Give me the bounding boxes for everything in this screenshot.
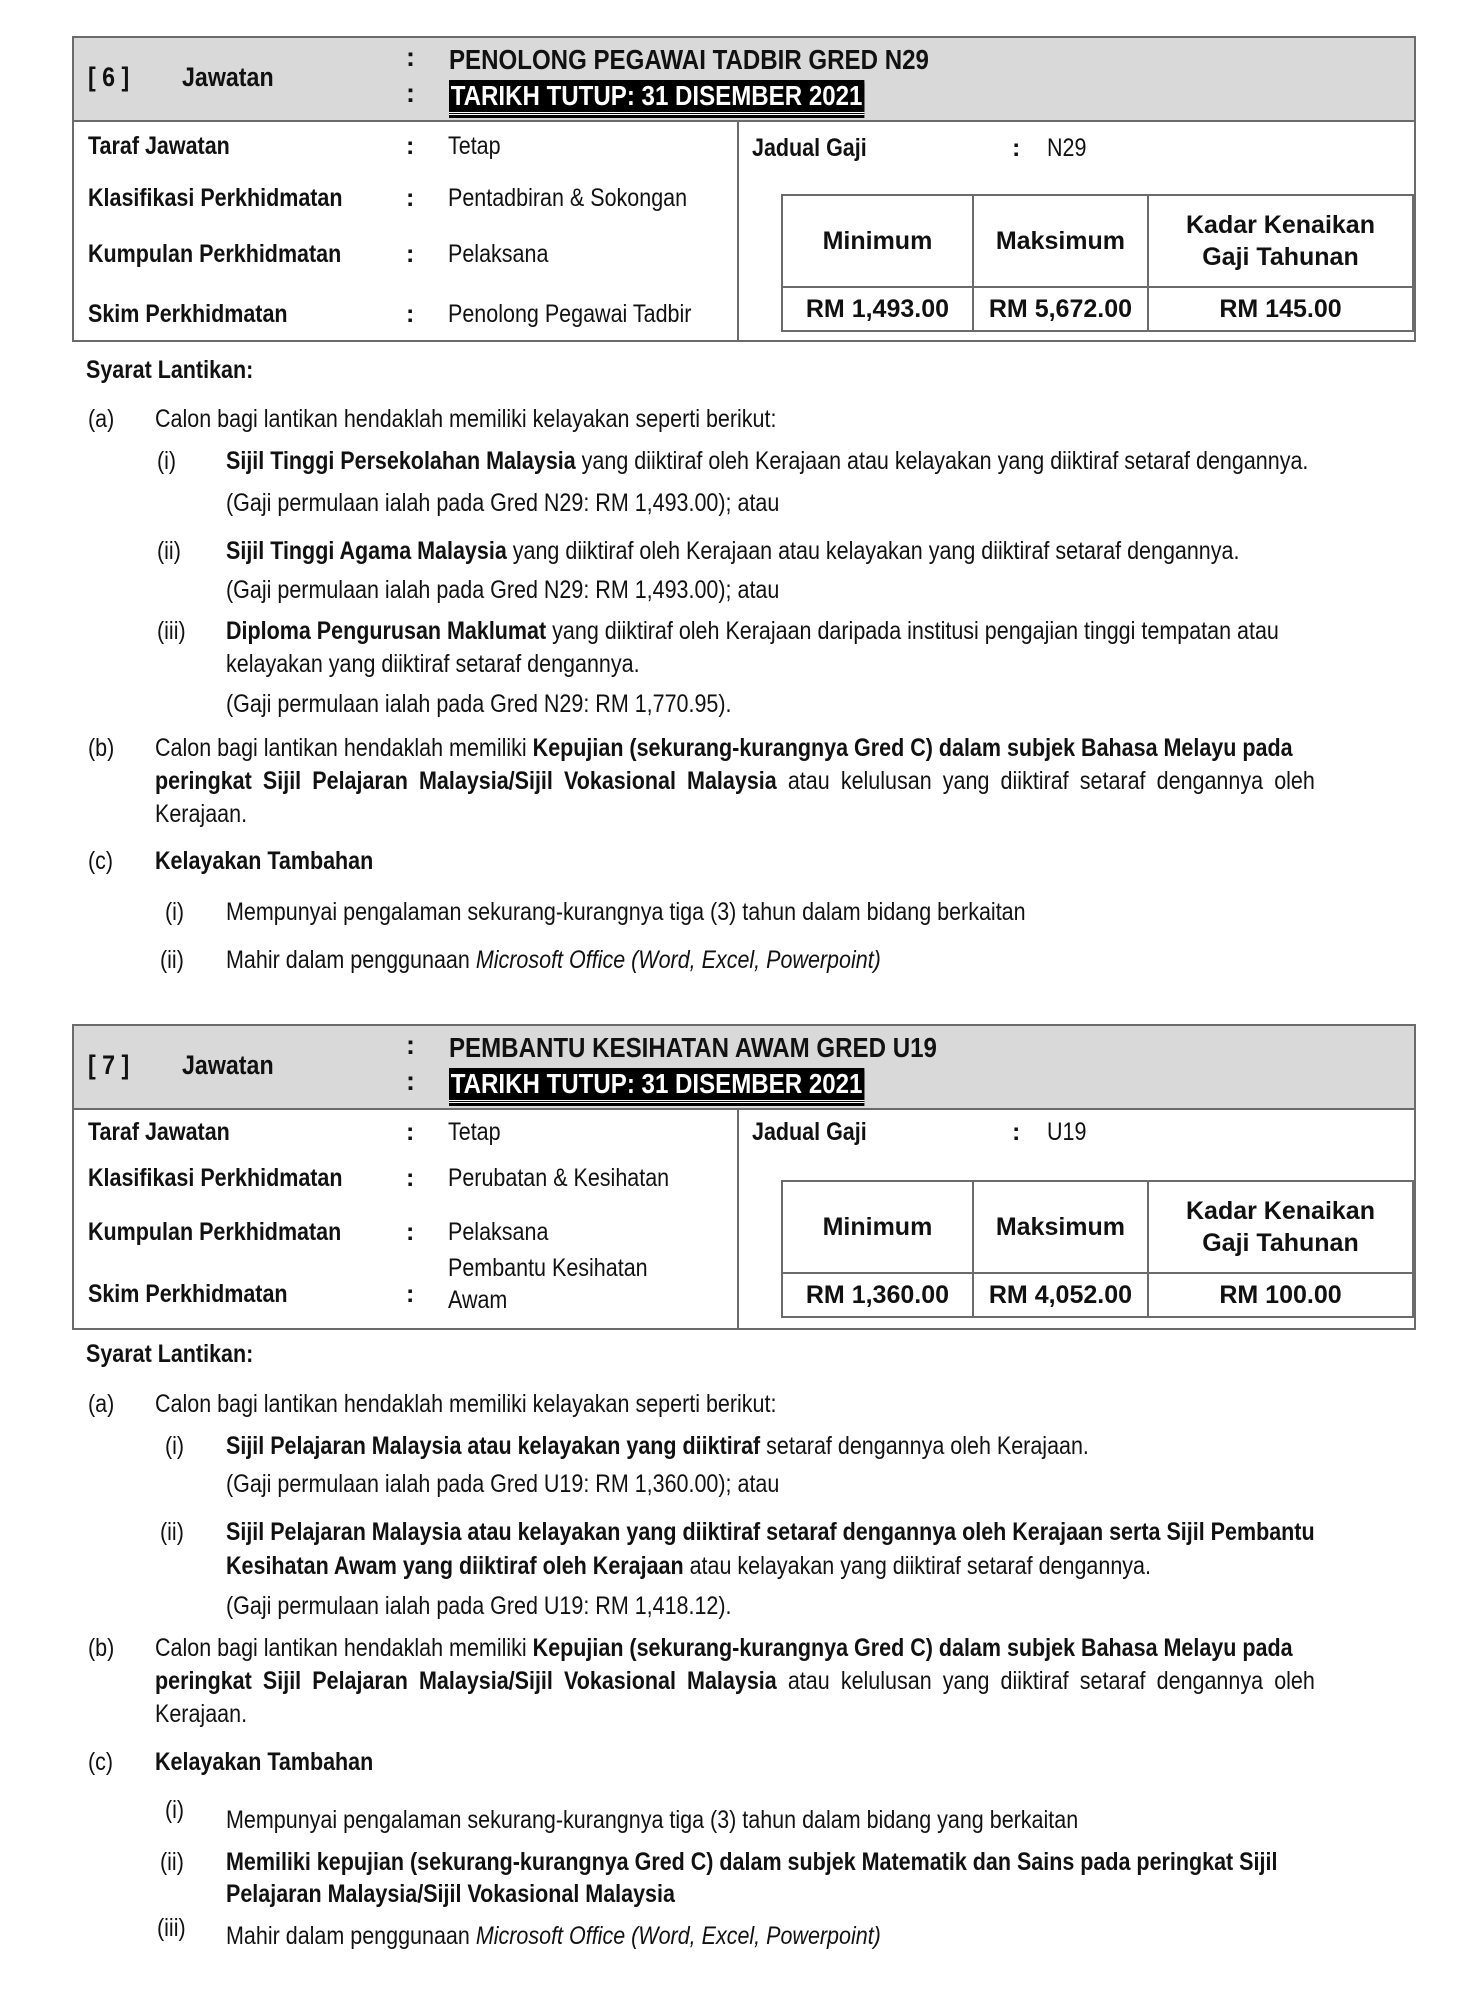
header-maksimum: Maksimum <box>973 1181 1148 1273</box>
marker: (c) <box>88 1748 114 1776</box>
marker: (a) <box>88 405 115 433</box>
value-kadar: RM 145.00 <box>1148 287 1413 331</box>
job-header <box>74 1026 1414 1110</box>
salary-table <box>781 1180 1414 1318</box>
req-b-line1: Calon bagi lantikan hendaklah memiliki Kepujian (sekurang-kurangnya Gred C) dalam subjek Bahasa Melayu pada <box>155 1634 1293 1662</box>
req-a-i-note: (Gaji permulaan ialah pada Gred U19: RM 1,360.00); atau <box>226 1470 780 1498</box>
req-c-iii: Mahir dalam penggunaan Microsoft Office (Word, Excel, Powerpoint) <box>226 1922 881 1950</box>
job-title: PEMBANTU KESIHATAN AWAM GRED U19 <box>449 1032 937 1063</box>
salary-schedule: Jadual Gaji : N29 <box>752 134 1087 162</box>
marker: (ii) <box>160 1848 184 1876</box>
marker: (a) <box>88 1390 115 1418</box>
divider <box>737 1110 739 1328</box>
marker: (iii) <box>157 617 186 645</box>
job-6-box <box>72 36 1416 342</box>
req-c-ii-cont: Pelajaran Malaysia/Sijil Vokasional Malaysia <box>226 1880 675 1908</box>
req-b-line2: peringkat Sijil Pelajaran Malaysia/Sijil Vokasional Malaysia atau kelulusan yang diiktiraf setaraf dengannya oleh <box>155 1667 1315 1695</box>
req-b-line3: Kerajaan. <box>155 1700 248 1728</box>
colon: : <box>406 78 415 108</box>
req-a-ii-note: (Gaji permulaan ialah pada Gred N29: RM 1,493.00); atau <box>226 576 780 604</box>
value-maksimum: RM 5,672.00 <box>973 287 1148 331</box>
req-c-title: Kelayakan Tambahan <box>155 1748 374 1776</box>
marker: (ii) <box>157 537 181 565</box>
colon: : <box>406 1030 415 1060</box>
marker: (b) <box>88 1634 115 1662</box>
value-maksimum: RM 4,052.00 <box>973 1273 1148 1317</box>
header-minimum: Minimum <box>782 1181 973 1273</box>
closing-date: TARIKH TUTUP: 31 DISEMBER 2021 <box>449 1068 864 1103</box>
marker: (i) <box>165 1432 185 1460</box>
job-title: PENOLONG PEGAWAI TADBIR GRED N29 <box>449 44 929 75</box>
header-maksimum: Maksimum <box>973 195 1148 287</box>
marker: (i) <box>157 447 177 475</box>
closing-date: TARIKH TUTUP: 31 DISEMBER 2021 <box>449 80 864 115</box>
req-b-line1: Calon bagi lantikan hendaklah memiliki Kepujian (sekurang-kurangnya Gred C) dalam subjek Bahasa Melayu pada <box>155 734 1293 762</box>
req-a-text: Calon bagi lantikan hendaklah memiliki kelayakan seperti berikut: <box>155 1390 777 1418</box>
req-c-i: Mempunyai pengalaman sekurang-kurangnya tiga (3) tahun dalam bidang berkaitan <box>226 898 1026 926</box>
req-a-ii: Sijil Tinggi Agama Malaysia yang diiktiraf oleh Kerajaan atau kelayakan yang diiktiraf setaraf dengannya. <box>226 537 1240 565</box>
salary-schedule: Jadual Gaji : U19 <box>752 1118 1087 1146</box>
req-c-title: Kelayakan Tambahan <box>155 847 374 875</box>
marker: (i) <box>165 898 185 926</box>
job-details: Taraf Jawatan : Tetap Klasifikasi Perkhidmatan : Pentadbiran & Sokongan Kumpulan Perkhidmatan : Pelaksana Skim Perkhidmatan : Penolong Pegawai Tadbir Jadual Gaji : N29 Minimum Maksimum Kadar Kenaikan Gaji Tahunan RM 1,493.00 RM 5,672.00 RM 145.00 <box>74 122 1414 340</box>
marker: (i) <box>165 1796 185 1824</box>
colon: : <box>406 42 415 72</box>
req-a-i: Sijil Tinggi Persekolahan Malaysia yang diiktiraf oleh Kerajaan atau kelayakan yang diiktiraf setaraf dengannya. <box>226 447 1309 475</box>
req-a-ii: Sijil Pelajaran Malaysia atau kelayakan yang diiktiraf setaraf dengannya oleh Kerajaan serta Sijil Pembantu <box>226 1518 1315 1546</box>
colon: : <box>406 1066 415 1096</box>
divider <box>737 122 739 340</box>
marker: (iii) <box>157 1914 186 1942</box>
job-7-box <box>72 1024 1416 1330</box>
value-minimum: RM 1,360.00 <box>782 1273 973 1317</box>
req-a-ii-cont: Kesihatan Awam yang diiktiraf oleh Kerajaan atau kelayakan yang diiktiraf setaraf dengannya. <box>226 1552 1151 1580</box>
job-label: Jawatan <box>182 1050 274 1080</box>
req-a-i-note: (Gaji permulaan ialah pada Gred N29: RM 1,493.00); atau <box>226 489 780 517</box>
req-c-ii: Mahir dalam penggunaan Microsoft Office (Word, Excel, Powerpoint) <box>226 946 881 974</box>
req-b-line2: peringkat Sijil Pelajaran Malaysia/Sijil Vokasional Malaysia atau kelulusan yang diiktiraf setaraf dengannya oleh <box>155 767 1315 795</box>
salary-table <box>781 194 1414 332</box>
req-a-iii-cont: kelayakan yang diiktiraf setaraf dengannya. <box>226 650 640 678</box>
header-kadar: Kadar Kenaikan Gaji Tahunan <box>1148 1181 1413 1273</box>
requirements-title: Syarat Lantikan: <box>86 356 254 384</box>
job-header <box>74 38 1414 122</box>
req-a-ii-note: (Gaji permulaan ialah pada Gred U19: RM 1,418.12). <box>226 1592 732 1620</box>
req-c-ii: Memiliki kepujian (sekurang-kurangnya Gred C) dalam subjek Matematik dan Sains pada peringkat Sijil <box>226 1848 1278 1876</box>
req-a-i: Sijil Pelajaran Malaysia atau kelayakan yang diiktiraf setaraf dengannya oleh Kerajaan. <box>226 1432 1089 1460</box>
req-a-text: Calon bagi lantikan hendaklah memiliki kelayakan seperti berikut: <box>155 405 777 433</box>
marker: (ii) <box>160 1518 184 1546</box>
header-minimum: Minimum <box>782 195 973 287</box>
header-kadar: Kadar Kenaikan Gaji Tahunan <box>1148 195 1413 287</box>
requirements-title: Syarat Lantikan: <box>86 1340 254 1368</box>
req-b-line3: Kerajaan. <box>155 800 248 828</box>
value-kadar: RM 100.00 <box>1148 1273 1413 1317</box>
job-number: [ 7 ] <box>88 1050 130 1080</box>
marker: (b) <box>88 734 115 762</box>
req-c-i: Mempunyai pengalaman sekurang-kurangnya tiga (3) tahun dalam bidang yang berkaitan <box>226 1806 1079 1834</box>
req-a-iii: Diploma Pengurusan Maklumat yang diiktiraf oleh Kerajaan daripada institusi pengajian tinggi tempatan atau <box>226 617 1279 645</box>
job-details: Taraf Jawatan : Tetap Klasifikasi Perkhidmatan : Perubatan & Kesihatan Kumpulan Perkhidmatan : Pelaksana Skim Perkhidmatan : Pembantu Kesihatan Awam Jadual Gaji : U19 Minimum Maksimum Kadar Kenaikan Gaji Tahunan RM 1,360.00 RM 4,052.00 RM 100.00 <box>74 1110 1414 1328</box>
req-a-iii-note: (Gaji permulaan ialah pada Gred N29: RM 1,770.95). <box>226 690 732 718</box>
marker: (c) <box>88 847 114 875</box>
value-minimum: RM 1,493.00 <box>782 287 973 331</box>
job-label: Jawatan <box>182 62 274 92</box>
job-number: [ 6 ] <box>88 62 130 92</box>
marker: (ii) <box>160 946 184 974</box>
